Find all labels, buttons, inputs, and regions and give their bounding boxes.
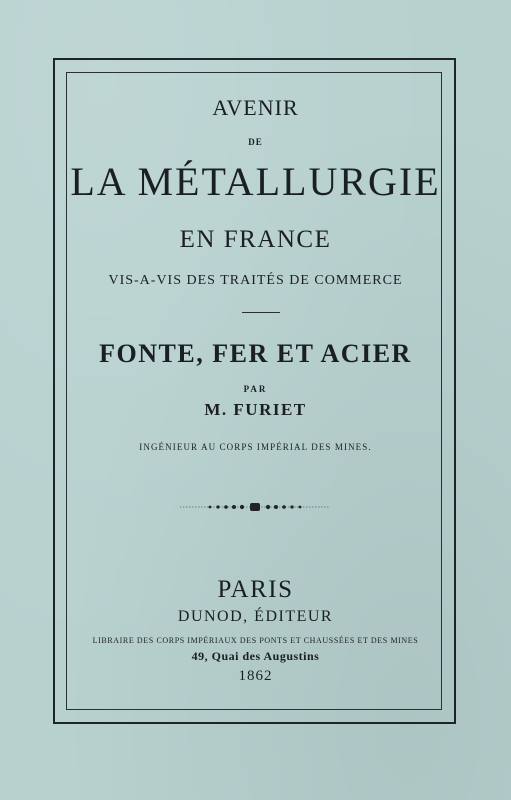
imprint-city: PARIS bbox=[217, 576, 294, 603]
author-name: M. FURIET bbox=[204, 400, 307, 419]
title-line-vis-a-vis: VIS-A-VIS DES TRAITÉS DE COMMERCE bbox=[108, 273, 403, 288]
title-divider-rule bbox=[242, 312, 280, 313]
subtitle: FONTE, FER ET ACIER bbox=[99, 339, 412, 368]
imprint-year: 1862 bbox=[238, 668, 273, 684]
decorative-ornament-icon bbox=[180, 501, 330, 513]
par-label: PAR bbox=[243, 384, 268, 394]
title-line-de: DE bbox=[248, 137, 263, 147]
main-title: LA MÉTALLURGIE bbox=[70, 159, 441, 204]
title-line-en-france: EN FRANCE bbox=[179, 226, 332, 253]
imprint-bookseller: LIBRAIRE DES CORPS IMPÉRIAUX DES PONTS ET CHAUSSÉES ET DES MINES bbox=[92, 636, 419, 645]
author-title: INGÉNIEUR AU CORPS IMPÉRIAL DES MINES. bbox=[139, 442, 372, 452]
imprint-publisher: DUNOD, ÉDITEUR bbox=[177, 608, 334, 625]
imprint-address: 49, Quai des Augustins bbox=[191, 649, 320, 663]
title-line-avenir: AVENIR bbox=[212, 95, 299, 120]
